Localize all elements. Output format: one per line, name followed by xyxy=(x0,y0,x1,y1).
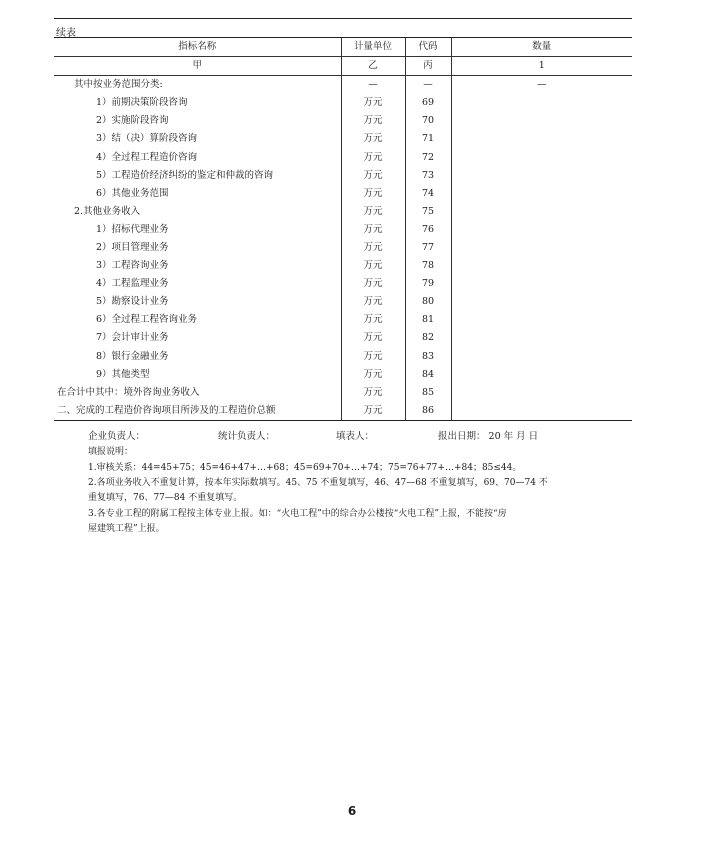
row-code: 81 xyxy=(405,311,451,329)
table-row xyxy=(54,311,632,329)
row-qty xyxy=(451,293,632,311)
row-name: 1）前期决策阶段咨询 xyxy=(54,94,341,112)
row-unit: 万元 xyxy=(341,148,405,166)
row-qty xyxy=(451,221,632,239)
subheader-qty: 1 xyxy=(451,57,632,76)
row-name: 其中按业务范围分类: xyxy=(54,76,341,95)
table-row xyxy=(54,239,632,257)
row-name: 二、完成的工程造价咨询项目所涉及的工程造价总额 xyxy=(54,402,341,421)
row-unit: 万元 xyxy=(341,130,405,148)
notes-title: 填报说明： xyxy=(88,447,134,457)
row-unit: — xyxy=(341,76,405,95)
note-2-line-2: 重复填写，76、77—84 不重复填写。 xyxy=(88,493,243,503)
row-name: 2.其他业务收入 xyxy=(54,203,341,221)
table-row xyxy=(54,76,632,95)
row-qty xyxy=(451,311,632,329)
row-unit: 万元 xyxy=(341,311,405,329)
note-2-line-1: 2.各项业务收入不重复计算，按本年实际数填写。45、75 不重复填写，46、47—68 不重复填写，69、70—74 不 xyxy=(88,478,548,488)
row-unit: 万元 xyxy=(341,185,405,203)
table-row xyxy=(54,348,632,366)
subheader-name: 甲 xyxy=(54,57,341,76)
row-name: 2）项目管理业务 xyxy=(54,239,341,257)
table-row xyxy=(54,275,632,293)
table-row xyxy=(54,384,632,402)
table-row xyxy=(54,221,632,239)
note-3-line-2: 屋建筑工程”上报。 xyxy=(88,524,165,534)
top-rule xyxy=(54,18,632,19)
row-name: 3）结（决）算阶段咨询 xyxy=(54,130,341,148)
row-code: 74 xyxy=(405,185,451,203)
row-unit: 万元 xyxy=(341,366,405,384)
row-code: 77 xyxy=(405,239,451,257)
row-qty xyxy=(451,366,632,384)
row-unit: 万元 xyxy=(341,239,405,257)
row-name: 在合计中其中：境外咨询业务收入 xyxy=(54,384,341,402)
row-name: 8）银行金融业务 xyxy=(54,348,341,366)
row-code: 73 xyxy=(405,167,451,185)
row-code: 82 xyxy=(405,329,451,347)
row-name: 4）全过程工程造价咨询 xyxy=(54,148,341,166)
row-qty xyxy=(451,167,632,185)
row-qty xyxy=(451,257,632,275)
row-name: 5）勘察设计业务 xyxy=(54,293,341,311)
header-unit: 计量单位 xyxy=(341,38,405,57)
table-row xyxy=(54,112,632,130)
row-qty xyxy=(451,112,632,130)
sign-statistics-head: 统计负责人： xyxy=(218,431,276,442)
table-row xyxy=(54,167,632,185)
row-unit: 万元 xyxy=(341,257,405,275)
row-qty xyxy=(451,148,632,166)
row-qty xyxy=(451,348,632,366)
row-unit: 万元 xyxy=(341,112,405,130)
row-unit: 万元 xyxy=(341,167,405,185)
row-unit: 万元 xyxy=(341,275,405,293)
row-name: 3）工程咨询业务 xyxy=(54,257,341,275)
row-qty xyxy=(451,94,632,112)
row-name: 4）工程监理业务 xyxy=(54,275,341,293)
table-row xyxy=(54,293,632,311)
row-code: 69 xyxy=(405,94,451,112)
table-row xyxy=(54,402,632,421)
table-row xyxy=(54,94,632,112)
note-3-line-1: 3.各专业工程的附属工程按主体专业上报。如：“火电工程”中的综合办公楼按“火电工程”上报，不能按“房 xyxy=(88,509,507,519)
page-number: 6 xyxy=(347,804,357,818)
table-subheader-row xyxy=(54,57,632,76)
row-unit: 万元 xyxy=(341,293,405,311)
row-qty xyxy=(451,130,632,148)
row-code: 86 xyxy=(405,402,451,421)
table-row xyxy=(54,329,632,347)
row-code: 84 xyxy=(405,366,451,384)
note-1: 1.审核关系：44=45+75；45=46+47+…+68；45=69+70+…+74；75=76+77+…+84；85≤44。 xyxy=(88,463,522,473)
row-unit: 万元 xyxy=(341,203,405,221)
row-code: 70 xyxy=(405,112,451,130)
row-name: 7）会计审计业务 xyxy=(54,329,341,347)
subheader-code: 丙 xyxy=(405,57,451,76)
statistics-table xyxy=(54,37,632,421)
row-unit: 万元 xyxy=(341,221,405,239)
row-code: 71 xyxy=(405,130,451,148)
row-qty: — xyxy=(451,76,632,95)
row-unit: 万元 xyxy=(341,348,405,366)
row-code: 76 xyxy=(405,221,451,239)
row-qty xyxy=(451,185,632,203)
row-code: — xyxy=(405,76,451,95)
row-unit: 万元 xyxy=(341,402,405,421)
row-unit: 万元 xyxy=(341,94,405,112)
row-code: 75 xyxy=(405,203,451,221)
header-name: 指标名称 xyxy=(54,38,341,57)
table-row xyxy=(54,185,632,203)
table-row xyxy=(54,366,632,384)
table-row xyxy=(54,130,632,148)
row-code: 85 xyxy=(405,384,451,402)
row-code: 79 xyxy=(405,275,451,293)
row-qty xyxy=(451,384,632,402)
row-name: 2）实施阶段咨询 xyxy=(54,112,341,130)
row-code: 78 xyxy=(405,257,451,275)
table-row xyxy=(54,203,632,221)
row-name: 9）其他类型 xyxy=(54,366,341,384)
table-header-row xyxy=(54,38,632,57)
sign-filler: 填表人： xyxy=(336,431,375,442)
table-row xyxy=(54,148,632,166)
table-row xyxy=(54,257,632,275)
row-unit: 万元 xyxy=(341,384,405,402)
row-name: 6）全过程工程咨询业务 xyxy=(54,311,341,329)
row-code: 80 xyxy=(405,293,451,311)
row-name: 1）招标代理业务 xyxy=(54,221,341,239)
sign-enterprise-head: 企业负责人： xyxy=(88,431,146,442)
sign-report-date: 报出日期： 20 年 月 日 xyxy=(438,431,539,442)
row-qty xyxy=(451,402,632,421)
subheader-unit: 乙 xyxy=(341,57,405,76)
header-code: 代码 xyxy=(405,38,451,57)
row-name: 5）工程造价经济纠纷的鉴定和仲裁的咨询 xyxy=(54,167,341,185)
table-caption: 续表 xyxy=(56,28,76,39)
row-qty xyxy=(451,275,632,293)
row-qty xyxy=(451,329,632,347)
row-code: 83 xyxy=(405,348,451,366)
row-unit: 万元 xyxy=(341,329,405,347)
header-qty: 数量 xyxy=(451,38,632,57)
row-qty xyxy=(451,239,632,257)
row-code: 72 xyxy=(405,148,451,166)
row-qty xyxy=(451,203,632,221)
row-name: 6）其他业务范围 xyxy=(54,185,341,203)
